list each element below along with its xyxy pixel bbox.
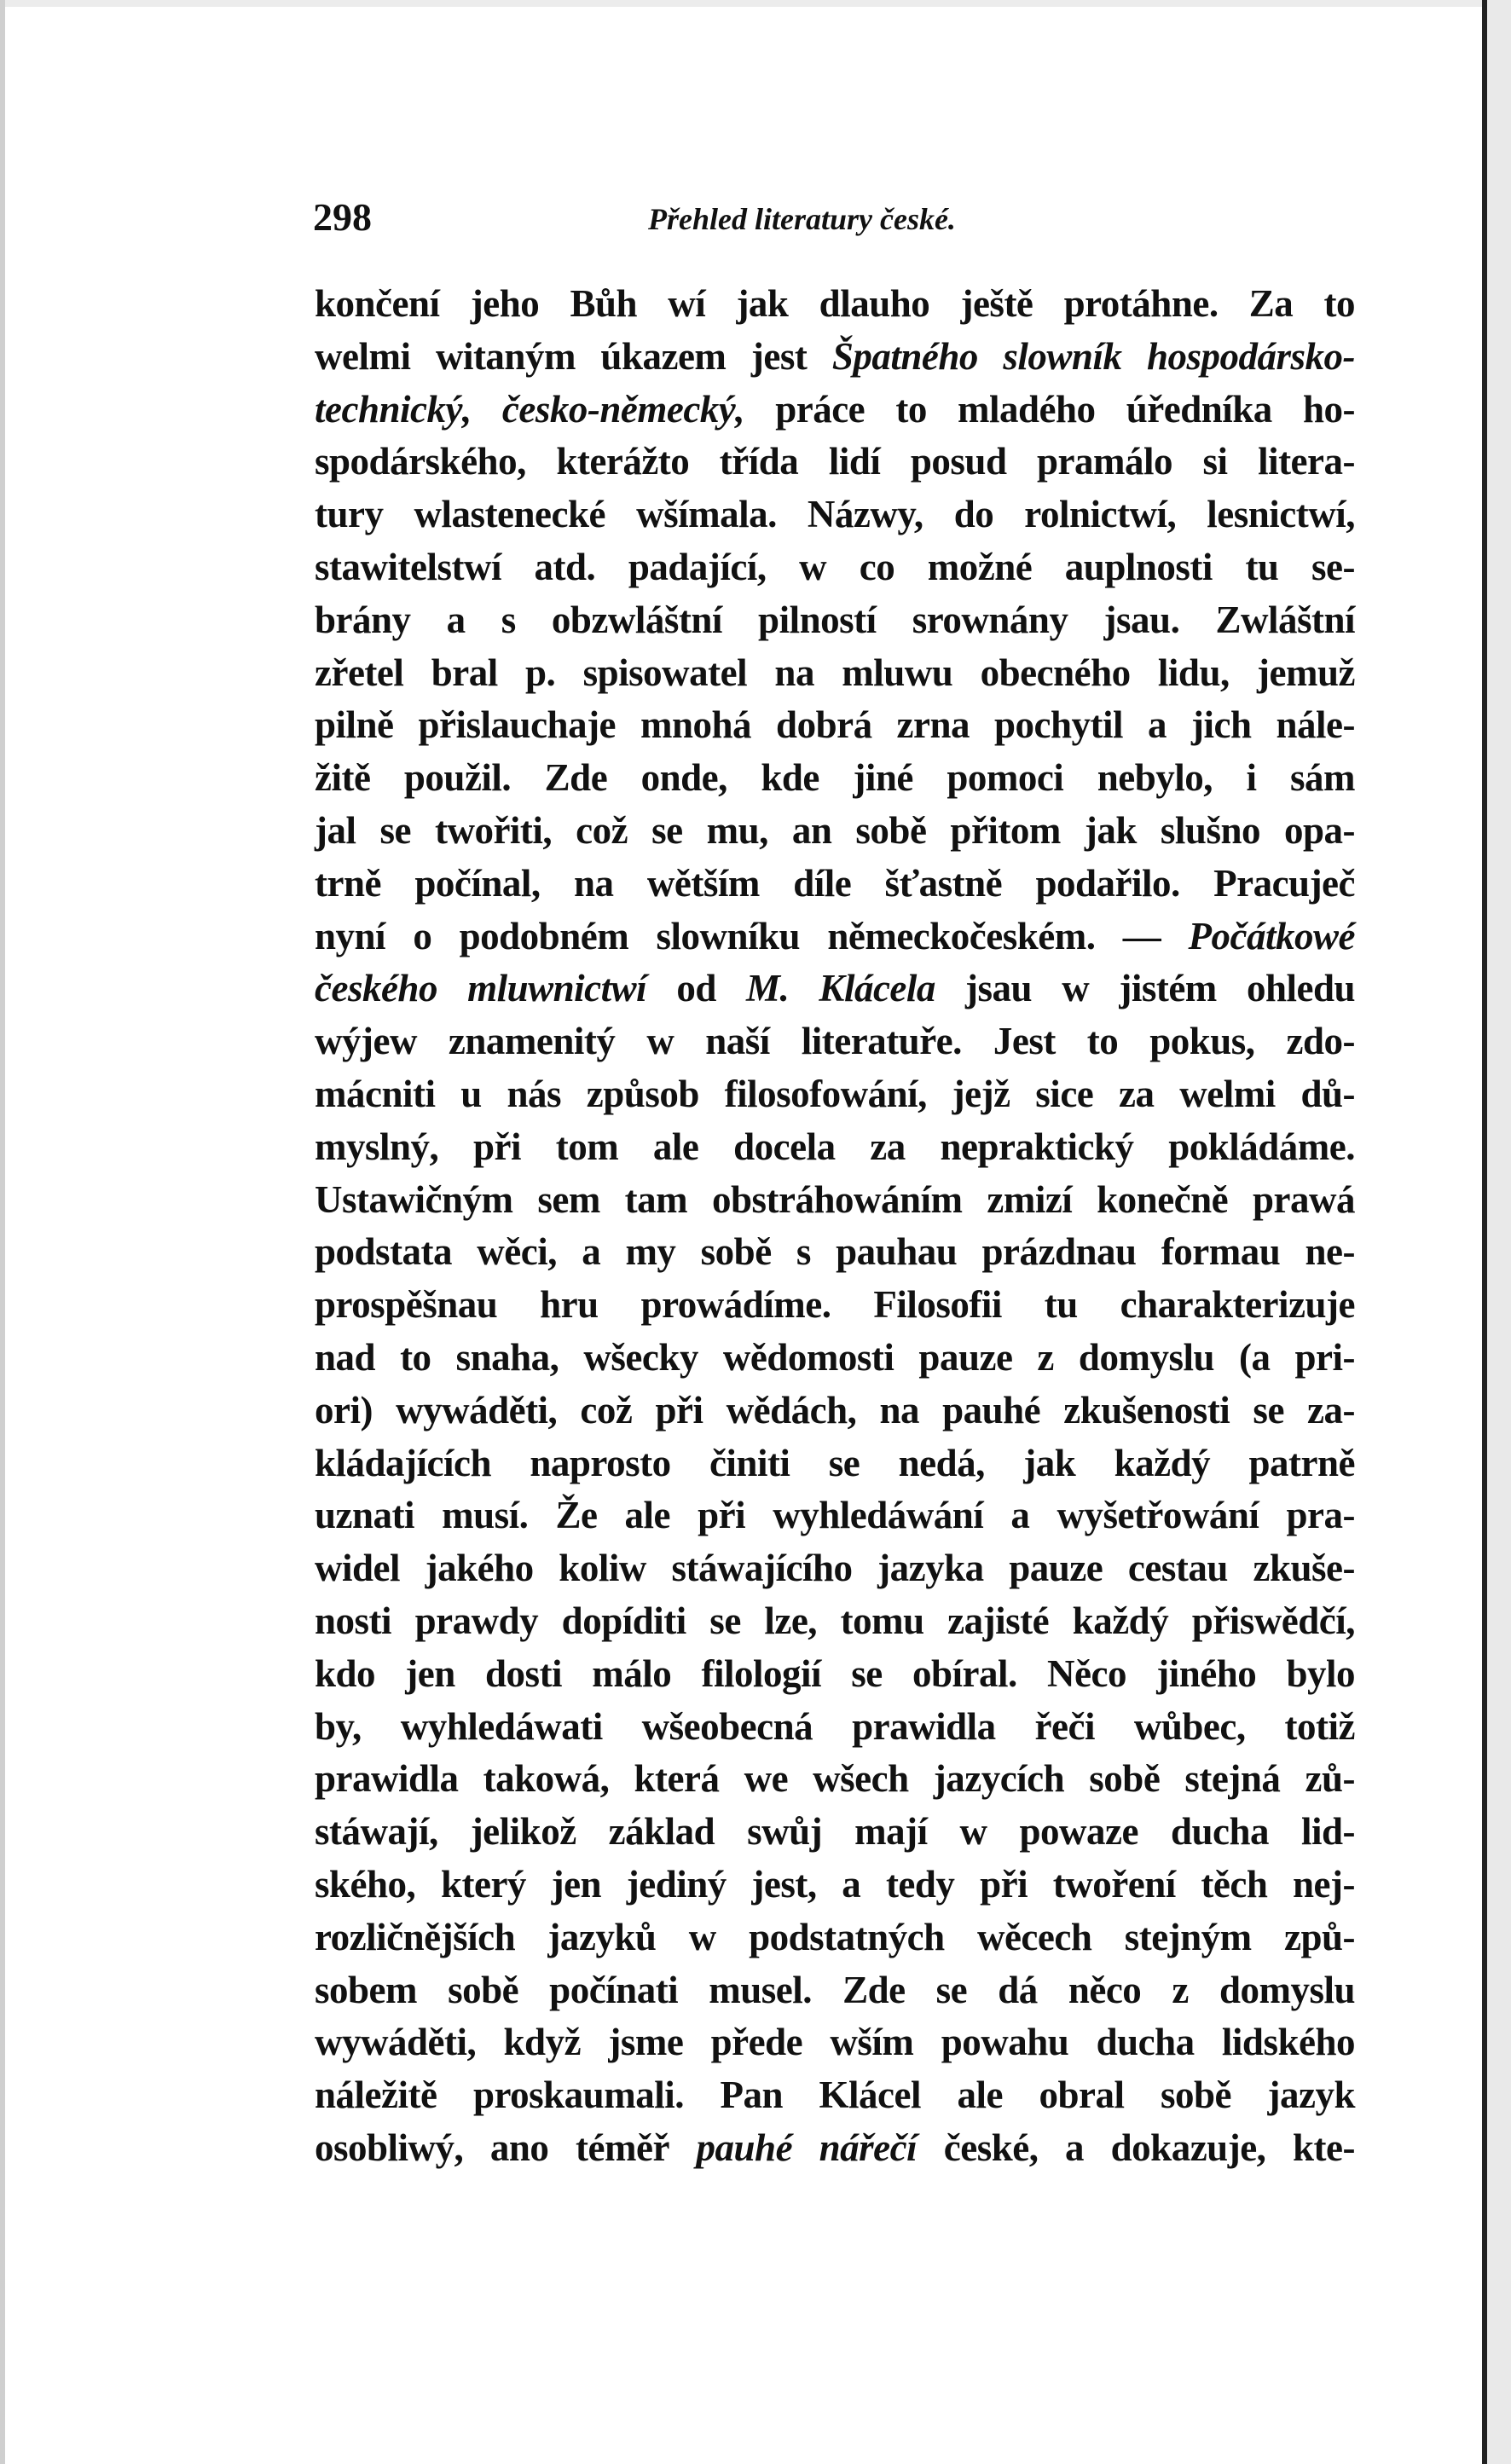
text-segment: jsau w jistém ohledu	[935, 967, 1355, 1010]
text-line	[315, 1385, 1355, 1437]
text-segment: ori) wywáděti, což při wědách, na pauhé zkušenosti se za-	[315, 1388, 1355, 1432]
text-segment: české, a dokazuje, kte-	[917, 2126, 1355, 2169]
text-line	[315, 1648, 1355, 1701]
scan-left-edge	[0, 0, 5, 2464]
text-segment: spodárského, kterážto třída lidí posud pramálo si litera-	[315, 440, 1355, 483]
text-line	[315, 1332, 1355, 1385]
text-segment: náležitě proskaumali. Pan Klácel ale obral sobě jazyk	[315, 2074, 1355, 2117]
text-line	[315, 1701, 1355, 1754]
text-segment: pilně přislauchaje mnohá dobrá zrna pochytil a jich nále-	[315, 703, 1355, 747]
text-line	[315, 858, 1355, 911]
text-segment: stáwají, jelikož základ swůj mají w powaze ducha lid-	[315, 1810, 1355, 1854]
text-segment: wýjew znamenitý w naší literatuře. Jest to pokus, zdo-	[315, 1020, 1355, 1063]
text-segment: kládajících naprosto činiti se nedá, jak každý patrně	[315, 1441, 1355, 1484]
text-segment: stawitelstwí atd. padající, w co možné auplnosti tu se-	[315, 545, 1355, 588]
text-segment: žitě použil. Zde onde, kde jiné pomoci nebylo, i sám	[315, 756, 1355, 800]
text-segment: prospěšnau hru prowádíme. Filosofii tu charakterizuje	[315, 1283, 1355, 1327]
text-line	[315, 2069, 1355, 2122]
text-line	[315, 278, 1355, 331]
text-segment: práce to mladého úředníka ho-	[744, 387, 1355, 431]
text-segment: jal se twořiti, což se mu, an sobě přitom jak slušno opa-	[315, 808, 1355, 852]
text-segment: by, wyhledáwati wšeobecná prawidla řeči wůbec, totiž	[315, 1704, 1355, 1748]
scan-right-margin	[1487, 0, 1511, 2464]
text-line	[315, 541, 1355, 594]
text-line	[315, 1015, 1355, 1068]
text-line	[315, 1542, 1355, 1595]
text-line	[315, 2016, 1355, 2069]
text-line	[315, 752, 1355, 805]
text-line	[315, 1121, 1355, 1174]
text-segment: osobliwý, ano téměř	[315, 2126, 697, 2169]
italic-text: pauhé nářečí	[696, 2126, 918, 2169]
italic-text: Špatného slowník hospodársko-	[831, 334, 1355, 378]
text-line	[315, 1964, 1355, 2017]
italic-text: Počátkowé	[1188, 914, 1355, 957]
italic-text: technický, česko-německý,	[315, 387, 745, 431]
text-line	[315, 1595, 1355, 1648]
text-segment: nosti prawdy dopíditi se lze, tomu zajisté každý přiswědčí,	[315, 1599, 1355, 1642]
text-line	[315, 1912, 1355, 1964]
text-segment: ského, který jen jediný jest, a tedy při twoření těch nej-	[315, 1862, 1355, 1906]
text-line	[315, 911, 1355, 963]
text-line	[315, 1279, 1355, 1332]
page-number: 298	[313, 195, 372, 239]
text-segment: welmi witaným úkazem jest	[315, 334, 832, 378]
text-segment: uznati musí. Že ale při wyhledáwání a wyšetřowání pra-	[315, 1494, 1355, 1537]
text-segment: tury wlastenecké wšímala. Názwy, do rolnictwí, lesnictwí,	[315, 493, 1355, 536]
text-segment: podstata wěci, a my sobě s pauhau prázdnau formau ne-	[315, 1230, 1355, 1274]
text-segment: myslný, při tom ale docela za nepraktický pokládáme.	[315, 1125, 1355, 1168]
text-segment: mácniti u nás způsob filosofowání, jejž sice za welmi dů-	[315, 1072, 1355, 1115]
text-line	[315, 1753, 1355, 1806]
text-line	[315, 489, 1355, 541]
text-segment: widel jakého koliw stáwajícího jazyka pauze cestau zkuše-	[315, 1547, 1355, 1590]
text-segment: zřetel bral p. spisowatel na mluwu obecného lidu, jemuž	[315, 651, 1355, 694]
body-text	[315, 278, 1355, 2175]
text-line	[315, 1437, 1355, 1490]
text-line	[315, 1489, 1355, 1542]
text-segment: rozličnějších jazyků w podstatných wěcech stejným způ-	[315, 1915, 1355, 1958]
text-line	[315, 1174, 1355, 1227]
text-segment: brány a s obzwláštní pilností srownány jsau. Zwláštní	[315, 598, 1355, 641]
text-line	[315, 2122, 1355, 2175]
text-line	[315, 1226, 1355, 1279]
text-line	[315, 331, 1355, 384]
text-line	[315, 963, 1355, 1015]
text-line	[315, 1859, 1355, 1912]
text-segment: Ustawičným sem tam obstráhowáním zmizí konečně prawá	[315, 1177, 1355, 1221]
text-segment: nad to snaha, wšecky wědomosti pauze z domyslu (a pri-	[315, 1335, 1355, 1379]
text-segment: od	[646, 967, 747, 1010]
text-segment: končení jeho Bůh wí jak dlauho ještě protáhne. Za to	[315, 282, 1355, 325]
text-segment: trně počínal, na wětším díle šťastně podařilo. Pracuječ	[315, 861, 1355, 905]
text-segment: nyní o podobném slowníku německočeském. —	[315, 914, 1189, 957]
text-line	[315, 594, 1355, 647]
text-line	[315, 436, 1355, 489]
text-line	[315, 1068, 1355, 1121]
text-segment: sobem sobě počínati musel. Zde se dá něco z domyslu	[315, 1968, 1355, 2011]
text-segment: wywáděti, když jsme přede wším powahu ducha lidského	[315, 2021, 1355, 2064]
scan-top-edge	[0, 0, 1482, 7]
text-line	[315, 699, 1355, 752]
text-line	[315, 647, 1355, 700]
text-line	[315, 805, 1355, 858]
text-segment: prawidla takowá, která we wšech jazycích sobě stejná zů-	[315, 1757, 1355, 1801]
text-line	[315, 1806, 1355, 1859]
running-title: Přehled literatury české.	[648, 202, 956, 236]
text-segment: kdo jen dosti málo filologií se obíral. Něco jiného bylo	[315, 1651, 1355, 1695]
italic-text: M. Klácela	[746, 967, 935, 1010]
italic-text: českého mluwnictwí	[315, 967, 647, 1010]
text-line	[315, 384, 1355, 437]
